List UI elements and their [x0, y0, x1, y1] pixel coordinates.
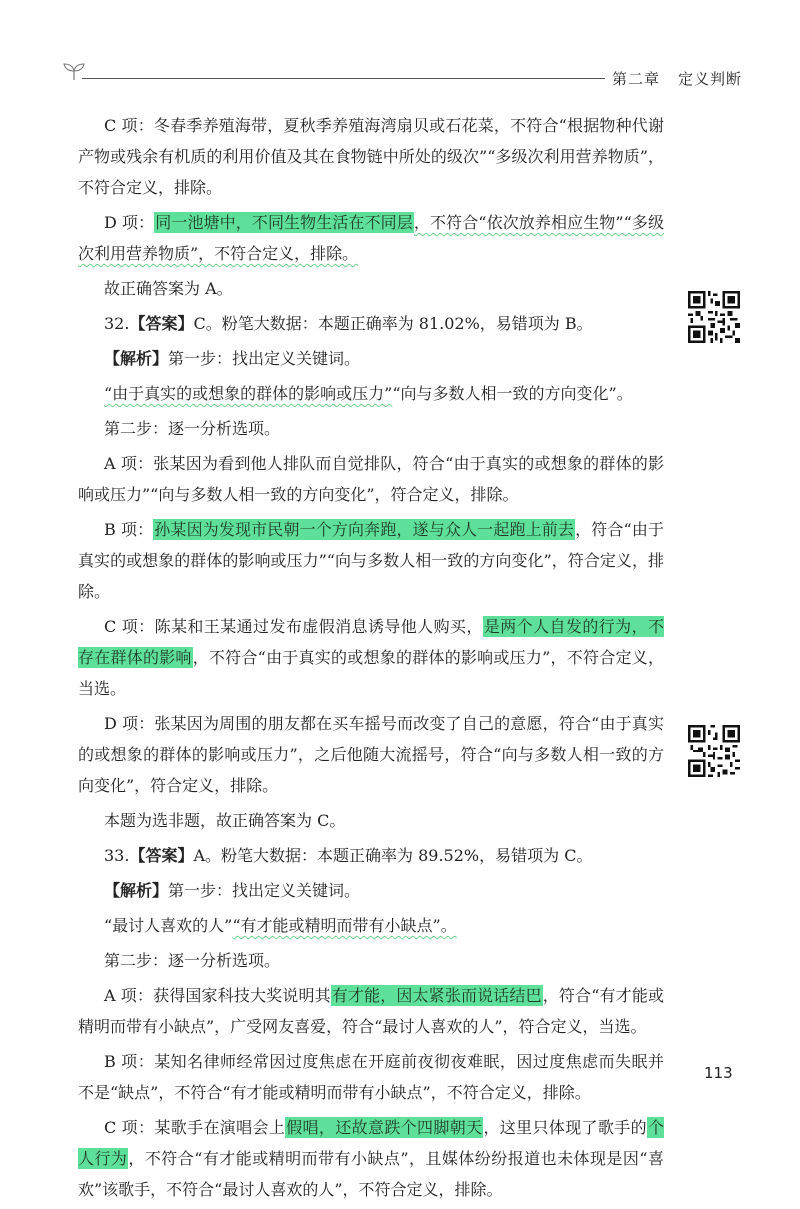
highlight: 个人行为 — [78, 1118, 664, 1168]
text: ，符合“有才能或精明而带有小缺点”，广受网友喜爱，符合“最讨人喜欢的人”，符合定义，当选。 — [78, 986, 664, 1036]
highlight: 孙某因为发现市民朝一个方向奔跑，遂与众人一起跑上前去 — [154, 520, 575, 539]
text: ，不符合“由于真实的或想象的群体的影响或压力”，不符合定义，当选。 — [78, 648, 664, 698]
paragraph — [78, 207, 664, 269]
answer-label: 【答案】 — [129, 314, 194, 333]
page-header — [0, 56, 800, 96]
analysis-label: 【解析】 — [104, 349, 169, 368]
text: ，不符合“依次放养相应生物”“多级次利用营养物质”，不符合定义，排除。 — [78, 213, 664, 263]
keywords-line — [78, 910, 664, 941]
answer-label: 【答案】 — [129, 846, 194, 865]
text: C 项：陈某和王某通过发布虚假消息诱导他人购买， — [104, 617, 483, 636]
answer-line — [78, 308, 664, 339]
paragraph: B 项：某知名律师经常因过度焦虑在开庭前夜彻夜难眠，因过度焦虑而失眠并不是“缺点”，不符合“有才能或精明而带有小缺点”，不符合定义，排除。 — [78, 1052, 664, 1102]
paragraph — [78, 980, 664, 1042]
answer-text: A。粉笔大数据：本题正确率为 89.52%，易错项为 C。 — [193, 846, 593, 865]
paragraph: 第二步：逐一分析选项。 — [104, 419, 281, 438]
highlight: 同一池塘中，不同生物生活在不同层 — [155, 213, 413, 232]
paragraph — [78, 611, 664, 704]
keyword: “最讨人喜欢的人” — [104, 916, 233, 935]
analysis-line — [78, 875, 664, 906]
keywords-line — [78, 378, 664, 409]
paragraph: 本题为选非题，故正确答案为 C。 — [104, 811, 346, 830]
text: ，这里只体现了歌手的 — [483, 1118, 647, 1137]
page-number: 113 — [704, 1064, 733, 1082]
qr-code-icon[interactable] — [688, 725, 740, 777]
analysis-label: 【解析】 — [104, 881, 169, 900]
text: A 项：获得国家科技大奖说明其 — [104, 986, 331, 1005]
section-label: 定义判断 — [678, 70, 743, 88]
paragraph: C 项：冬春季养殖海带，夏秋季养殖海湾扇贝或石花菜，不符合“根据物种代谢产物或残余有机质的利用价值及其在食物链中所处的级次”“多级次利用营养物质”，不符合定义，排除。 — [78, 116, 664, 197]
header-rule-tail — [598, 78, 605, 79]
paragraph — [78, 1112, 664, 1205]
text: ，符合“由于真实的或想象的群体的影响或压力”“向与多数人相一致的方向变化”，符合定义，排除。 — [78, 520, 664, 601]
text: 第一步：找出定义关键词。 — [168, 349, 361, 368]
keyword: “由于真实的或想象的群体的影响或压力” — [104, 384, 393, 403]
keyword: “向与多数人相一致的方向变化”。 — [392, 384, 633, 403]
paragraph — [78, 514, 664, 607]
keyword: “有才能或精明而带有小缺点”。 — [232, 916, 457, 935]
chapter-label: 第二章 — [612, 70, 661, 88]
answer-text: C。粉笔大数据：本题正确率为 81.02%，易错项为 B。 — [193, 314, 593, 333]
text: C 项：某歌手在演唱会上 — [104, 1118, 286, 1137]
chapter-title — [612, 68, 742, 89]
header-rule — [82, 78, 598, 79]
answer-line — [78, 840, 664, 871]
page-content — [78, 110, 664, 1209]
analysis-line — [78, 343, 664, 374]
text: 第一步：找出定义关键词。 — [168, 881, 361, 900]
highlight: 是两个人自发的行为，不存在群体的影响 — [78, 617, 664, 667]
question-number: 33. — [104, 846, 130, 865]
paragraph: D 项：张某因为周围的朋友都在买车摇号而改变了自己的意愿，符合“由于真实的或想象的群体的影响或压力”，之后他随大流摇号，符合“向与多数人相一致的方向变化”，符合定义，排除。 — [78, 714, 664, 795]
question-number: 32. — [104, 314, 130, 333]
highlight: 假唱，还故意跌个四脚朝天 — [286, 1118, 483, 1137]
text: ，不符合“有才能或精明而带有小缺点”，且媒体纷纷报道也未体现是因“喜欢”该歌手，不符合“最讨人喜欢的人”，不符合定义，排除。 — [78, 1149, 664, 1199]
highlight: 有才能，因太紧张而说话结巴 — [331, 986, 542, 1005]
text: D 项： — [104, 213, 155, 232]
paragraph: 第二步：逐一分析选项。 — [104, 951, 281, 970]
paragraph: A 项：张某因为看到他人排队而自觉排队，符合“由于真实的或想象的群体的影响或压力”“向与多数人相一致的方向变化”，符合定义，排除。 — [78, 454, 664, 504]
text: B 项： — [104, 520, 154, 539]
paragraph: 故正确答案为 A。 — [104, 279, 233, 298]
qr-code-icon[interactable] — [688, 291, 740, 343]
